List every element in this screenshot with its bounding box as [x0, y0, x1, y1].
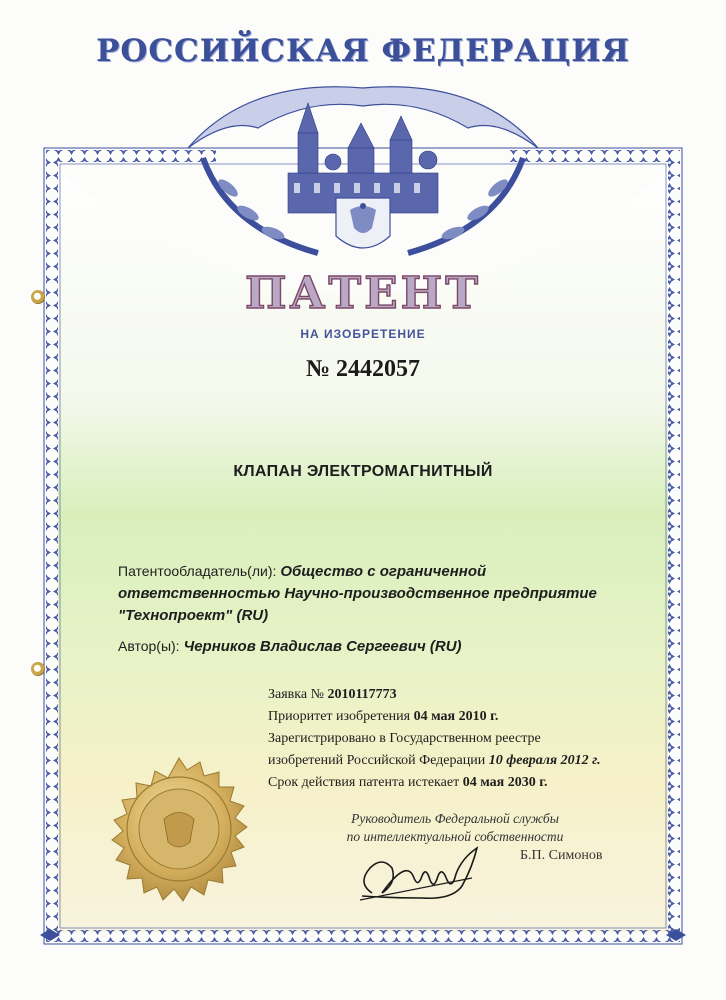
holder-value-line1: Общество с ограниченной — [280, 563, 487, 580]
author-label: Автор(ы): — [118, 638, 180, 654]
registered-line1: Зарегистрировано в Государственном реестре — [268, 731, 541, 746]
patent-holder-block — [118, 560, 638, 627]
country-title: РОССИЙСКАЯ ФЕДЕРАЦИЯ — [96, 33, 630, 69]
holder-label: Патентообладатель(ли): — [118, 563, 277, 579]
handwritten-signature — [352, 838, 502, 908]
kremlin-emblem-illustration — [168, 78, 558, 278]
gold-seal — [94, 744, 264, 914]
priority-label: Приоритет изобретения — [268, 709, 411, 724]
binder-hole-bottom — [31, 662, 45, 676]
document-type-title: ПАТЕНТ — [245, 268, 481, 319]
patent-number: № 2442057 — [305, 356, 421, 382]
holder-value-line2: ответственностью Научно-производственное предприятие — [118, 585, 597, 602]
priority-date: 04 мая 2010 г. — [413, 709, 499, 724]
invention-title: КЛАПАН ЭЛЕКТРОМАГНИТНЫЙ — [233, 463, 493, 480]
signer-title-line2: по интеллектуальной собственности — [346, 829, 564, 844]
registered-line2-row — [268, 750, 648, 772]
expiry-label: Срок действия патента истекает — [268, 775, 460, 790]
registered-line2: изобретений Российской Федерации — [268, 753, 486, 768]
holder-value-line3: "Технопроект" (RU) — [118, 607, 269, 624]
document-subtitle: НА ИЗОБРЕТЕНИЕ — [300, 327, 426, 341]
application-line — [268, 684, 648, 706]
registered-date: 10 февраля 2012 г. — [488, 753, 601, 768]
expiry-date: 04 мая 2030 г. — [462, 775, 548, 790]
priority-line — [268, 706, 648, 728]
author-value: Черников Владислав Сергеевич (RU) — [183, 638, 462, 655]
signer-title-line1: Руководитель Федеральной службы — [351, 811, 559, 826]
author-block — [118, 638, 638, 656]
registration-details — [268, 684, 648, 794]
signer-name: Б.П. Симонов — [520, 848, 603, 863]
application-label: Заявка № — [268, 687, 324, 702]
application-number: 2010117773 — [327, 687, 397, 702]
expiry-line — [268, 772, 648, 794]
